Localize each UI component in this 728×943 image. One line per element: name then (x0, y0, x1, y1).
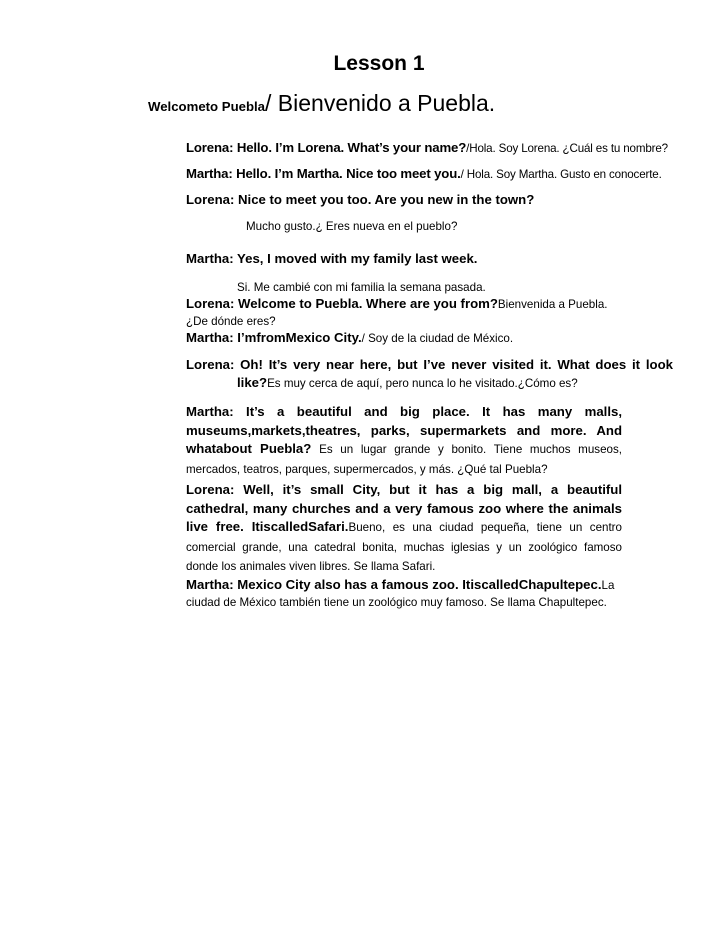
dialogue-english: Martha: Hello. I’m Martha. Nice too meet you. (186, 166, 461, 181)
dialogue-spanish: / Soy de la ciudad de México. (361, 332, 514, 345)
dialogue-spanish: Es muy cerca de aquí, pero nunca lo he visitado.¿Cómo es? (267, 377, 578, 390)
main-title-english: Welcometo Puebla (148, 99, 266, 114)
dialogue-spanish: Bueno, es una ciudad pequeña, tiene un centro comercial grande, una catedral bonita, muchas iglesias y un zoológico famoso donde los animales viven libres. Se llama Safari. (186, 521, 622, 573)
dialogue-spanish: Bienvenida a Puebla. ¿De dónde eres? (186, 298, 608, 328)
dialogue-line-6 (186, 329, 622, 347)
dialogue-english: Lorena: Hello. I’m Lorena. What’s your name? (186, 140, 467, 155)
dialogue-english: Martha: I’mfromMexico City. (186, 330, 362, 345)
dialogue-english: Lorena: Well, it’s small City, but it has a big mall, a beautiful cathedral, many churches and a very famous zoo where the animals live free. ItiscalledSafari. (186, 482, 622, 534)
dialogue-line-3 (186, 191, 622, 235)
dialogue-spanish: Es un lugar grande y bonito. Tiene muchos museos, mercados, teatros, parques, supermercados, y más. ¿Qué tal Puebla? (186, 443, 622, 476)
main-title (148, 90, 495, 117)
dialogue-line-2 (186, 165, 662, 183)
dialogue-line-1 (186, 139, 668, 157)
dialogue-english: Lorena: Welcome to Puebla. Where are you from? (186, 296, 498, 311)
dialogue-line-7 (186, 356, 673, 393)
dialogue-spanish: La ciudad de México también tiene un zoológico muy famoso. Se llama Chapultepec. (186, 579, 615, 609)
dialogue-spanish: Si. Me cambié con mi familia la semana pasada. (237, 281, 486, 294)
dialogue-line-8 (186, 403, 622, 479)
dialogue-spanish: Mucho gusto.¿ Eres nueva en el pueblo? (246, 220, 458, 233)
dialogue-english: Martha: It’s a beautiful and big place. It has many malls, museums,markets,theatres, parks, supermarkets and more. And whatabout Puebla? (186, 404, 622, 456)
dialogue-english: Lorena: Nice to meet you too. Are you new in the town? (186, 192, 535, 207)
dialogue-english: Martha: Yes, I moved with my family last week. (186, 251, 478, 266)
dialogue-spanish: /Hola. Soy Lorena. ¿Cuál es tu nombre? (466, 142, 668, 155)
dialogue-line-4 (186, 250, 622, 296)
dialogue-line-10 (186, 576, 622, 611)
dialogue-line-9 (186, 481, 622, 577)
dialogue-english: Martha: Mexico City also has a famous zoo. ItiscalledChapultepec. (186, 577, 602, 592)
main-title-spanish: / Bienvenido a Puebla. (265, 90, 496, 116)
dialogue-spanish: / Hola. Soy Martha. Gusto en conocerte. (460, 168, 662, 181)
lesson-title: Lesson 1 (333, 52, 425, 75)
dialogue-english: Lorena: Oh! It’s very near here, but I’ve never visited it. What does it look like? (186, 357, 673, 390)
dialogue-line-5 (186, 295, 622, 330)
